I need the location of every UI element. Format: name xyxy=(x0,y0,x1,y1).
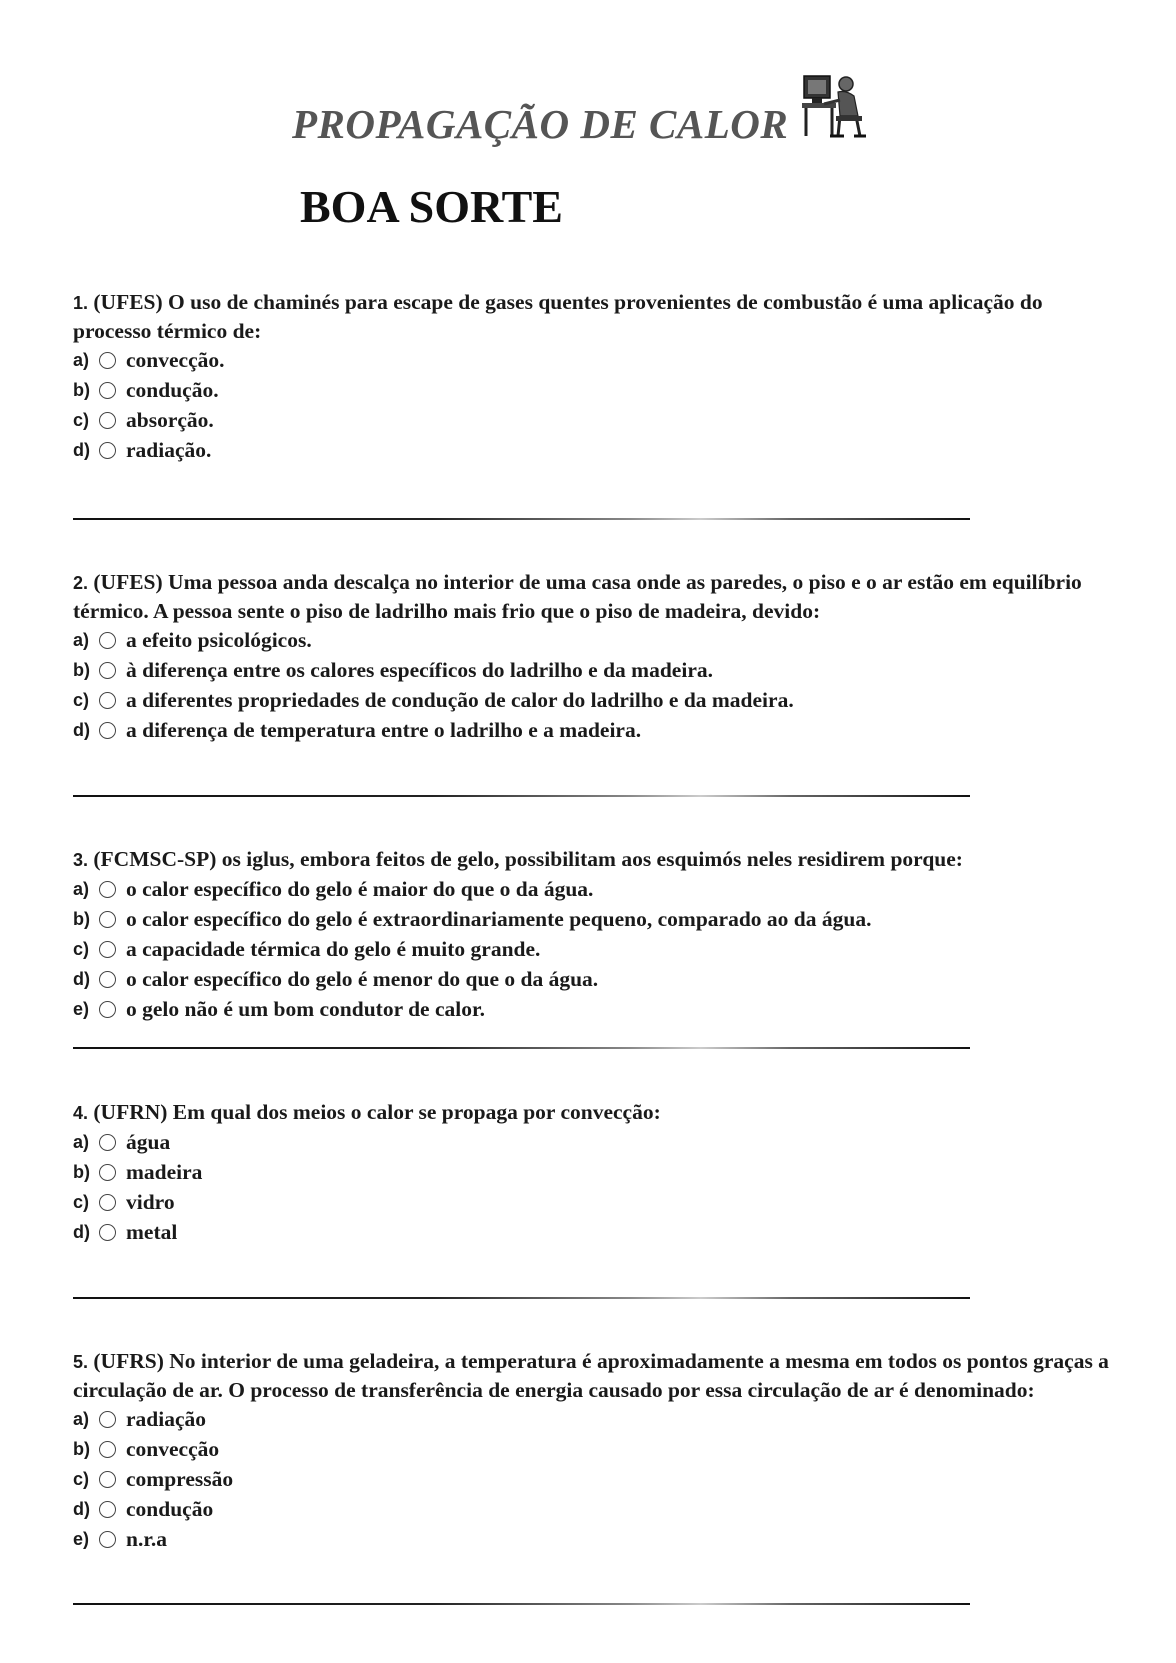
option-letter: e) xyxy=(73,998,90,1019)
divider xyxy=(73,1297,970,1299)
option-letter: a) xyxy=(73,1408,90,1429)
option-text: a diferentes propriedades de condução de calor do ladrilho e da madeira. xyxy=(126,687,794,712)
radio-button[interactable] xyxy=(99,911,116,928)
option-letter: c) xyxy=(73,689,90,710)
divider xyxy=(73,1047,970,1049)
radio-button[interactable] xyxy=(99,1164,116,1181)
option-a[interactable] xyxy=(73,1404,1113,1434)
option-b[interactable] xyxy=(73,375,1113,405)
option-letter: a) xyxy=(73,878,90,899)
option-text: condução xyxy=(126,1496,214,1521)
option-text: convecção xyxy=(126,1436,220,1461)
answer-options xyxy=(73,874,1113,1024)
option-text: convecção. xyxy=(126,347,225,372)
question-4-text xyxy=(73,1098,1113,1127)
radio-button[interactable] xyxy=(99,881,116,898)
question-5-text xyxy=(73,1347,1113,1404)
option-e[interactable] xyxy=(73,1524,1113,1554)
option-c[interactable] xyxy=(73,1187,1113,1217)
question-number: 5. xyxy=(73,1352,89,1372)
option-text: o calor específico do gelo é menor do que o da água. xyxy=(126,966,599,991)
option-d[interactable] xyxy=(73,715,1113,745)
option-letter: a) xyxy=(73,1131,90,1152)
question-prompt: (UFRS) No interior de uma geladeira, a temperatura é aproximadamente a mesma em todos os pontos graças a circulação de ar. O processo de transferência de energia causado por essa circulação de ar é denominado: xyxy=(73,1349,1109,1402)
option-text: à diferença entre os calores específicos do ladrilho e da madeira. xyxy=(126,657,713,682)
option-e[interactable] xyxy=(73,994,1113,1024)
answer-options xyxy=(73,625,1113,745)
answer-options xyxy=(73,1404,1113,1554)
option-letter: b) xyxy=(73,659,90,680)
radio-button[interactable] xyxy=(99,1001,116,1018)
option-c[interactable] xyxy=(73,1464,1113,1494)
option-letter: d) xyxy=(73,968,90,989)
option-text: a capacidade térmica do gelo é muito grande. xyxy=(126,936,541,961)
option-letter: c) xyxy=(73,1191,90,1212)
option-text: a diferença de temperatura entre o ladrilho e a madeira. xyxy=(126,717,642,742)
radio-button[interactable] xyxy=(99,352,116,369)
radio-button[interactable] xyxy=(99,412,116,429)
radio-button[interactable] xyxy=(99,1134,116,1151)
option-letter: b) xyxy=(73,379,90,400)
option-text: n.r.a xyxy=(126,1526,168,1551)
radio-button[interactable] xyxy=(99,1411,116,1428)
option-letter: c) xyxy=(73,1468,90,1489)
radio-button[interactable] xyxy=(99,1471,116,1488)
option-d[interactable] xyxy=(73,1494,1113,1524)
option-letter: d) xyxy=(73,1221,90,1242)
answer-options xyxy=(73,1127,1113,1247)
option-c[interactable] xyxy=(73,405,1113,435)
divider xyxy=(73,795,970,797)
option-text: vidro xyxy=(126,1189,175,1214)
option-c[interactable] xyxy=(73,685,1113,715)
option-text: radiação xyxy=(126,1406,207,1431)
option-letter: d) xyxy=(73,439,90,460)
option-letter: c) xyxy=(73,938,90,959)
question-prompt: (UFES) O uso de chaminés para escape de gases quentes provenientes de combustão é uma aplicação do processo térmico de: xyxy=(73,290,1043,343)
option-c[interactable] xyxy=(73,934,1113,964)
option-letter: b) xyxy=(73,908,90,929)
page-title: PROPAGAÇÃO DE CALOR xyxy=(292,101,789,147)
option-text: o gelo não é um bom condutor de calor. xyxy=(126,996,485,1021)
question-1 xyxy=(73,288,1113,465)
radio-button[interactable] xyxy=(99,692,116,709)
option-a[interactable] xyxy=(73,874,1113,904)
question-1-text xyxy=(73,288,1113,345)
option-text: radiação. xyxy=(126,437,212,462)
question-2 xyxy=(73,568,1113,745)
option-text: absorção. xyxy=(126,407,214,432)
answer-options xyxy=(73,345,1113,465)
option-letter: d) xyxy=(73,719,90,740)
option-a[interactable] xyxy=(73,345,1113,375)
radio-button[interactable] xyxy=(99,1441,116,1458)
question-prompt: (FCMSC-SP) os iglus, embora feitos de gelo, possibilitam aos esquimós neles residirem porque: xyxy=(93,847,963,871)
question-number: 4. xyxy=(73,1103,89,1123)
divider xyxy=(73,518,970,520)
option-text: condução. xyxy=(126,377,219,402)
option-a[interactable] xyxy=(73,625,1113,655)
option-text: metal xyxy=(126,1219,178,1244)
radio-button[interactable] xyxy=(99,1531,116,1548)
option-letter: b) xyxy=(73,1161,90,1182)
question-3-text xyxy=(73,845,1113,874)
radio-button[interactable] xyxy=(99,1224,116,1241)
option-text: madeira xyxy=(126,1159,203,1184)
question-prompt: (UFRN) Em qual dos meios o calor se propaga por convecção: xyxy=(93,1100,661,1124)
option-d[interactable] xyxy=(73,1217,1113,1247)
question-5 xyxy=(73,1347,1113,1554)
option-letter: e) xyxy=(73,1528,90,1549)
option-text: o calor específico do gelo é extraordinariamente pequeno, comparado ao da água. xyxy=(126,906,872,931)
option-d[interactable] xyxy=(73,435,1113,465)
option-d[interactable] xyxy=(73,964,1113,994)
option-b[interactable] xyxy=(73,655,1113,685)
radio-button[interactable] xyxy=(99,1501,116,1518)
option-text: o calor específico do gelo é maior do que o da água. xyxy=(126,876,594,901)
radio-button[interactable] xyxy=(99,971,116,988)
radio-button[interactable] xyxy=(99,442,116,459)
option-b[interactable] xyxy=(73,904,1113,934)
person-at-computer-icon xyxy=(800,70,870,142)
option-letter: c) xyxy=(73,409,90,430)
question-number: 2. xyxy=(73,573,89,593)
option-text: compressão xyxy=(126,1466,234,1491)
question-3 xyxy=(73,845,1113,1024)
subtitle: BOA SORTE xyxy=(300,181,563,232)
option-letter: d) xyxy=(73,1498,90,1519)
divider xyxy=(73,1603,970,1605)
question-number: 1. xyxy=(73,293,89,313)
radio-button[interactable] xyxy=(99,662,116,679)
question-number: 3. xyxy=(73,850,89,870)
option-letter: a) xyxy=(73,629,90,650)
option-text: a efeito psicológicos. xyxy=(126,627,312,652)
option-text: água xyxy=(126,1129,171,1154)
radio-button[interactable] xyxy=(99,941,116,958)
radio-button[interactable] xyxy=(99,632,116,649)
option-letter: a) xyxy=(73,349,90,370)
radio-button[interactable] xyxy=(99,722,116,739)
question-4 xyxy=(73,1098,1113,1247)
option-letter: b) xyxy=(73,1438,90,1459)
option-b[interactable] xyxy=(73,1157,1113,1187)
option-a[interactable] xyxy=(73,1127,1113,1157)
radio-button[interactable] xyxy=(99,382,116,399)
radio-button[interactable] xyxy=(99,1194,116,1211)
option-b[interactable] xyxy=(73,1434,1113,1464)
question-prompt: (UFES) Uma pessoa anda descalça no interior de uma casa onde as paredes, o piso e o ar estão em equilíbrio térmico. A pessoa sente o piso de ladrilho mais frio que o piso de madeira, devido: xyxy=(73,570,1082,623)
question-2-text xyxy=(73,568,1113,625)
